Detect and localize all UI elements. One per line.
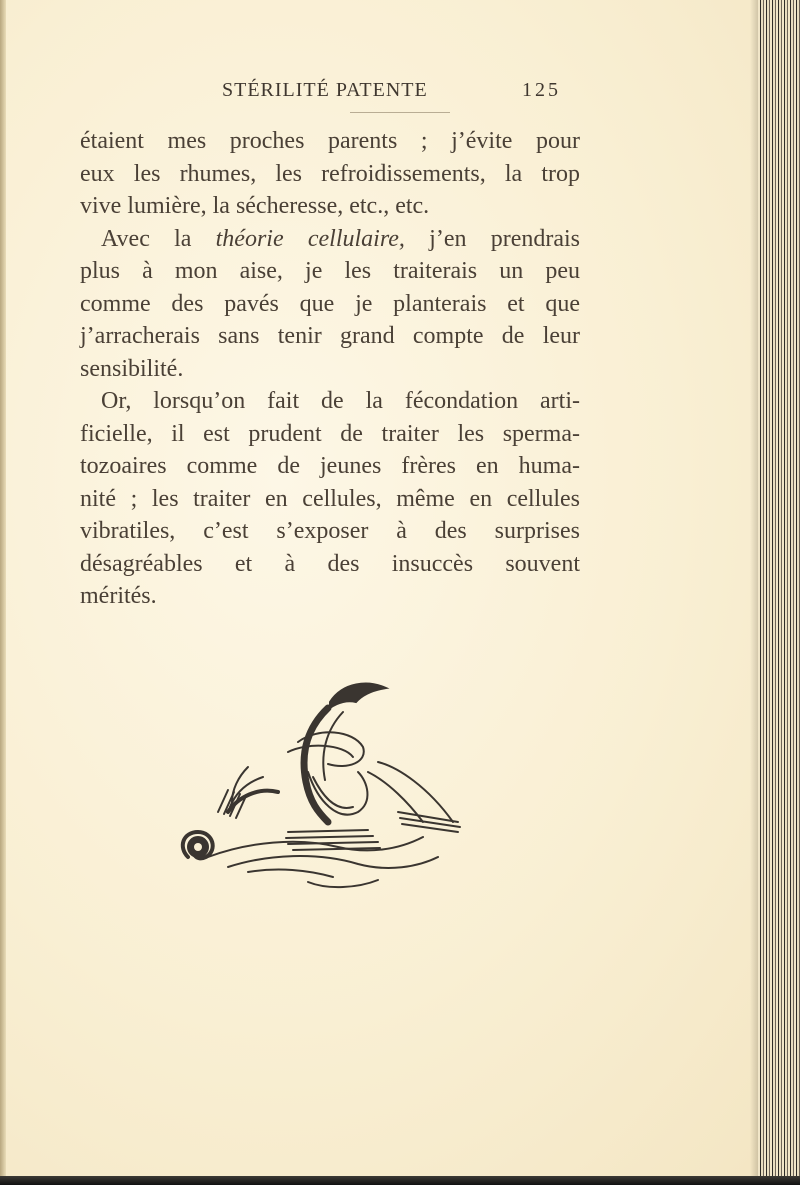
running-title: STÉRILITÉ PATENTE bbox=[222, 79, 428, 101]
text-line: sensibilité. bbox=[80, 355, 184, 382]
text-line: j’arracherais sans tenir grand compte de leur bbox=[80, 323, 580, 349]
text-line: mérités. bbox=[80, 583, 157, 609]
text-fragment: j’en prendrais bbox=[404, 225, 581, 252]
text-line: eux les rhumes, les refroidissements, la trop bbox=[80, 160, 580, 187]
page-number: 125 bbox=[522, 79, 561, 101]
page-bottom-edge bbox=[0, 1176, 800, 1185]
ornamental-vignette-icon bbox=[168, 672, 478, 897]
text-line: étaient mes proches parents ; j’évite pour bbox=[80, 128, 580, 154]
text-line: comme des pavés que je planterais et que bbox=[80, 290, 580, 317]
text-line: Or, lorsqu’on fait de la fécondation arti- bbox=[101, 388, 580, 414]
book-page-edges bbox=[758, 0, 800, 1185]
header-rule bbox=[350, 112, 450, 113]
text-line: tozoaires comme de jeunes frères en huma- bbox=[80, 453, 580, 479]
text-line: vive lumière, la sécheresse, etc., etc. bbox=[80, 193, 430, 219]
text-line: nité ; les traiter en cellules, même en cellules bbox=[80, 485, 580, 512]
text-fragment: Avec la bbox=[101, 225, 216, 252]
body-text bbox=[80, 125, 580, 613]
text-line: plus à mon aise, je les traiterais un peu bbox=[80, 258, 580, 284]
page-left-edge bbox=[0, 0, 6, 1185]
text-line: vibratiles, c’est s’exposer à des surprises bbox=[80, 518, 580, 544]
text-line: ficielle, il est prudent de traiter les sperma- bbox=[80, 420, 580, 447]
text-line bbox=[80, 223, 580, 256]
italic-term: théorie cellulaire, bbox=[215, 225, 405, 252]
running-head bbox=[222, 79, 572, 107]
text-line: désagréables et à des insuccès souvent bbox=[80, 550, 580, 577]
